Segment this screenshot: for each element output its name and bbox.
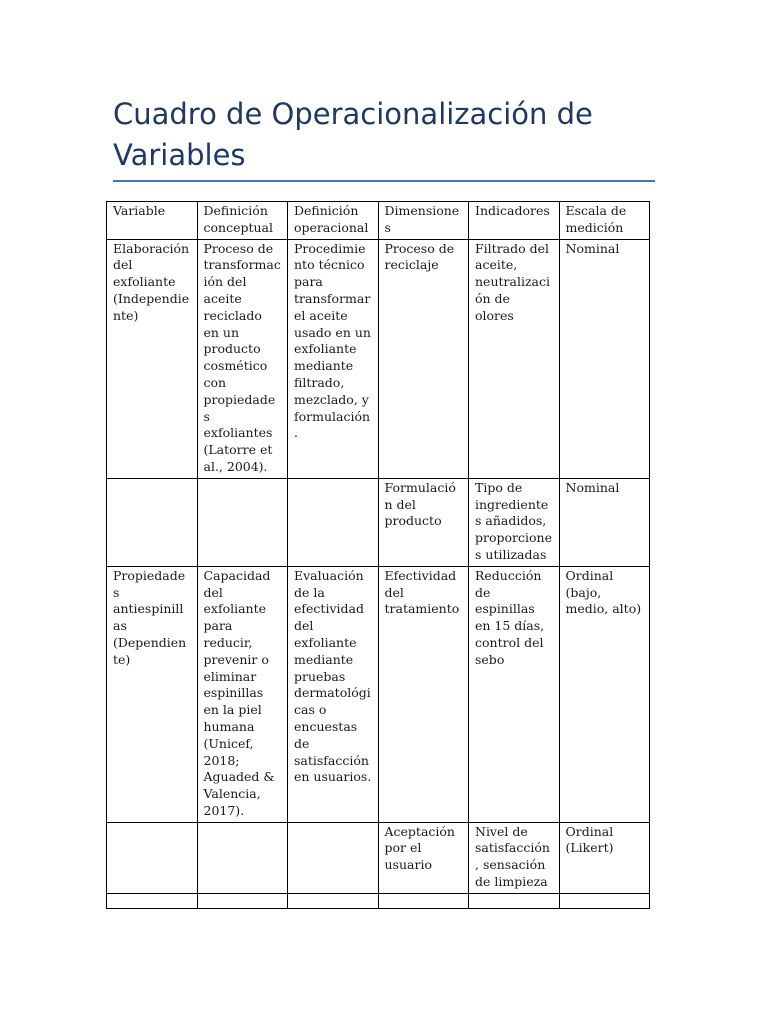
cell-variable bbox=[107, 478, 198, 566]
cell-variable: Elaboración del exfoliante (Independiente) bbox=[107, 239, 198, 478]
cell-conceptual-definition: Proceso de transformación del aceite reciclado en un producto cosmético con propiedades exfoliantes (Latorre et al., 2004). bbox=[197, 239, 288, 478]
cell-variable bbox=[107, 893, 198, 908]
header-operational-definition: Definición operacional bbox=[288, 202, 379, 240]
cell-measurement-scale: Nominal bbox=[559, 239, 650, 478]
table-row bbox=[107, 478, 650, 566]
header-indicators: Indicadores bbox=[469, 202, 560, 240]
table-header-row bbox=[107, 202, 650, 240]
cell-dimension bbox=[378, 893, 469, 908]
cell-operational-definition bbox=[288, 478, 379, 566]
cell-indicators: Tipo de ingredientes añadidos, proporciones utilizadas bbox=[469, 478, 560, 566]
cell-variable bbox=[107, 822, 198, 893]
cell-indicators: Filtrado del aceite, neutralización de olores bbox=[469, 239, 560, 478]
cell-conceptual-definition bbox=[197, 478, 288, 566]
table-row bbox=[107, 822, 650, 893]
cell-measurement-scale: Ordinal (Likert) bbox=[559, 822, 650, 893]
page-title: Cuadro de Operacionalización de Variables bbox=[113, 97, 593, 172]
cell-dimension: Efectividad del tratamiento bbox=[378, 566, 469, 822]
table-row-empty bbox=[107, 893, 650, 908]
header-conceptual-definition: Definición conceptual bbox=[197, 202, 288, 240]
cell-indicators bbox=[469, 893, 560, 908]
cell-measurement-scale bbox=[559, 893, 650, 908]
header-measurement-scale: Escala de medición bbox=[559, 202, 650, 240]
cell-measurement-scale: Nominal bbox=[559, 478, 650, 566]
cell-operational-definition: Evaluación de la efectividad del exfoliante mediante pruebas dermatológicas o encuestas de satisfacción en usuarios. bbox=[288, 566, 379, 822]
cell-dimension: Formulación del producto bbox=[378, 478, 469, 566]
cell-conceptual-definition: Capacidad del exfoliante para reducir, prevenir o eliminar espinillas en la piel humana (Unicef, 2018; Aguaded & Valencia, 2017). bbox=[197, 566, 288, 822]
cell-dimension: Aceptación por el usuario bbox=[378, 822, 469, 893]
table-row bbox=[107, 566, 650, 822]
operationalization-table bbox=[106, 201, 650, 909]
cell-operational-definition bbox=[288, 822, 379, 893]
cell-conceptual-definition bbox=[197, 893, 288, 908]
table-row bbox=[107, 239, 650, 478]
cell-indicators: Reducción de espinillas en 15 días, control del sebo bbox=[469, 566, 560, 822]
cell-conceptual-definition bbox=[197, 822, 288, 893]
cell-operational-definition bbox=[288, 893, 379, 908]
cell-indicators: Nivel de satisfacción, sensación de limpieza bbox=[469, 822, 560, 893]
cell-dimension: Proceso de reciclaje bbox=[378, 239, 469, 478]
header-variable: Variable bbox=[107, 202, 198, 240]
cell-operational-definition: Procedimiento técnico para transformar el aceite usado en un exfoliante mediante filtrado, mezclado, y formulación. bbox=[288, 239, 379, 478]
cell-variable: Propiedades antiespinillas (Dependiente) bbox=[107, 566, 198, 822]
title-underline bbox=[113, 180, 655, 182]
header-dimensions: Dimensiones bbox=[378, 202, 469, 240]
cell-measurement-scale: Ordinal (bajo, medio, alto) bbox=[559, 566, 650, 822]
